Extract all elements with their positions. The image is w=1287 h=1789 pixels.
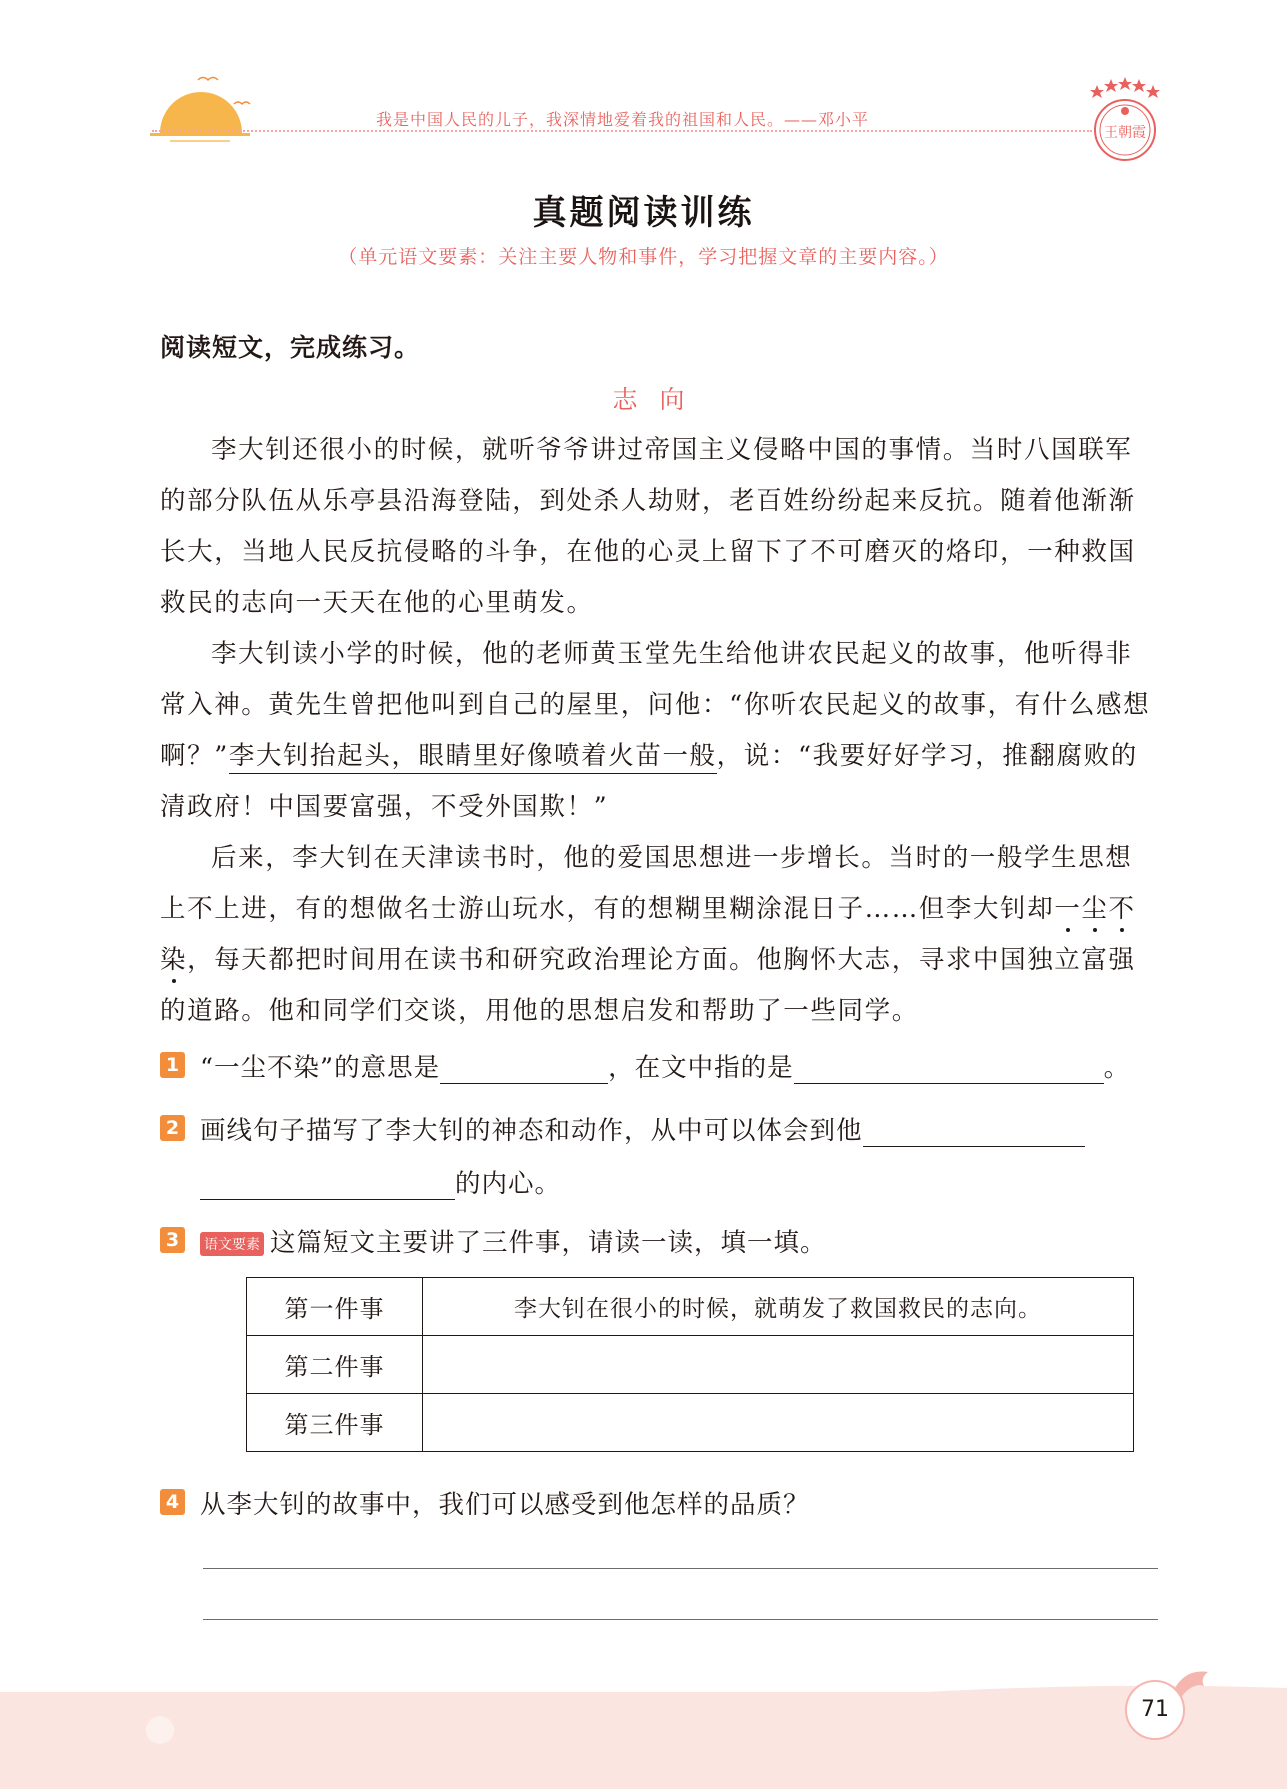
- question-text: ，在文中指的是: [608, 1053, 794, 1083]
- bubble-icon: [140, 1710, 180, 1750]
- text-run: ，说：“我要好好学习，推翻腐败的清政府！中国要富强，不受外国欺！”: [160, 741, 1138, 822]
- text-run: ，每天都把时间用在读书和研究政治理论方面。他胸怀大志，寻求中国独立富强的道路。他和同学们交谈，用他的思想启发和帮助了一些同学。: [160, 945, 1136, 1026]
- paragraph: 李大钊还很小的时候，就听爷爷讲过帝国主义侵略中国的事情。当时八国联军的部分队伍从乐亭县沿海登陆，到处杀人劫财，老百姓纷纷起来反抗。随着他渐渐长大，当地人民反抗侵略的斗争，在他的心灵上留下了不可磨灭的烙印，一种救国救民的志向一天天在他的心里萌发。: [160, 435, 1136, 618]
- element-tag: 语文要素: [200, 1232, 264, 1256]
- row-content: 李大钊在很小的时候，就萌发了救国救民的志向。: [423, 1278, 1134, 1336]
- events-table: [246, 1277, 1134, 1452]
- paragraph: [160, 629, 1158, 833]
- row-label: 第二件事: [247, 1336, 423, 1394]
- answer-cell[interactable]: [423, 1394, 1134, 1452]
- question-number-badge: 4: [160, 1489, 185, 1515]
- answer-blank[interactable]: [794, 1057, 1104, 1084]
- seal-logo-icon: [1083, 75, 1168, 165]
- header-divider: [152, 130, 1092, 132]
- dotted-char: 不: [1108, 894, 1136, 924]
- page-subtitle: （单元语文要素：关注主要人物和事件，学习把握文章的主要内容。）: [338, 246, 949, 268]
- horizon-line: [170, 140, 230, 142]
- question-text: 画线句子描写了李大钊的神态和动作，从中可以体会到他: [200, 1116, 863, 1146]
- answer-blank[interactable]: [440, 1057, 608, 1084]
- table-row: [247, 1394, 1134, 1452]
- question-number-badge: 2: [160, 1115, 185, 1141]
- page-title: 真题阅读训练: [532, 193, 755, 233]
- footer-band: [0, 1692, 1287, 1789]
- underlined-sentence: 李大钊抬起头，眼睛里好像喷着火苗一般: [229, 741, 717, 774]
- question-number-badge: 3: [160, 1227, 185, 1253]
- dotted-char: 一: [1054, 894, 1082, 924]
- question-text: “一尘不染”的意思是: [200, 1053, 441, 1083]
- dotted-char: 尘: [1081, 894, 1109, 924]
- row-label: 第三件事: [247, 1394, 423, 1452]
- question-text: 。: [1103, 1053, 1131, 1083]
- table-row: [247, 1336, 1134, 1394]
- svg-text:王朝霞: 王朝霞: [1104, 125, 1146, 141]
- table-row: [247, 1278, 1134, 1336]
- question-2: [200, 1111, 1085, 1147]
- passage-title: 志向: [612, 385, 707, 414]
- question-text: 这篇短文主要讲了三件事，请读一读，填一填。: [270, 1228, 827, 1258]
- question-text: 的内心。: [455, 1169, 562, 1199]
- text-run: 后来，李大钊在天津读书时，他的爱国思想进一步增长。当时的一般学生思想上不上进，有的想做名士游山玩水，有的想糊里糊涂混日子……但李大钊却: [160, 843, 1133, 924]
- birds-icon: [196, 74, 266, 114]
- question-4: 从李大钊的故事中，我们可以感受到他怎样的品质？: [200, 1490, 810, 1520]
- paragraph: [160, 833, 1158, 1037]
- question-2-continued: [200, 1164, 561, 1200]
- page-number: 71: [1125, 1680, 1185, 1740]
- horizon-line: [150, 133, 250, 136]
- header-quote: 我是中国人民的儿子，我深情地爱着我的祖国和人民。——邓小平: [376, 110, 870, 129]
- answer-line[interactable]: [203, 1568, 1158, 1569]
- question-1: [200, 1048, 1130, 1084]
- answer-blank[interactable]: [863, 1120, 1085, 1147]
- question-3: [200, 1223, 827, 1259]
- text-run: 李大钊读小学的时候，他的老师黄玉堂先生给他讲农民起义的故事，他听得非常入神。黄先生曾把他叫到自己的屋里，问他：“你听农民起义的故事，有什么感想啊？”: [160, 639, 1151, 771]
- question-number-badge: 1: [160, 1052, 185, 1078]
- answer-line[interactable]: [203, 1619, 1158, 1620]
- passage-body: [160, 425, 1158, 1037]
- answer-cell[interactable]: [423, 1336, 1134, 1394]
- answer-blank[interactable]: [200, 1173, 455, 1200]
- dotted-char: 染: [160, 945, 188, 975]
- row-label: 第一件事: [247, 1278, 423, 1336]
- instruction: 阅读短文，完成练习。: [160, 333, 421, 362]
